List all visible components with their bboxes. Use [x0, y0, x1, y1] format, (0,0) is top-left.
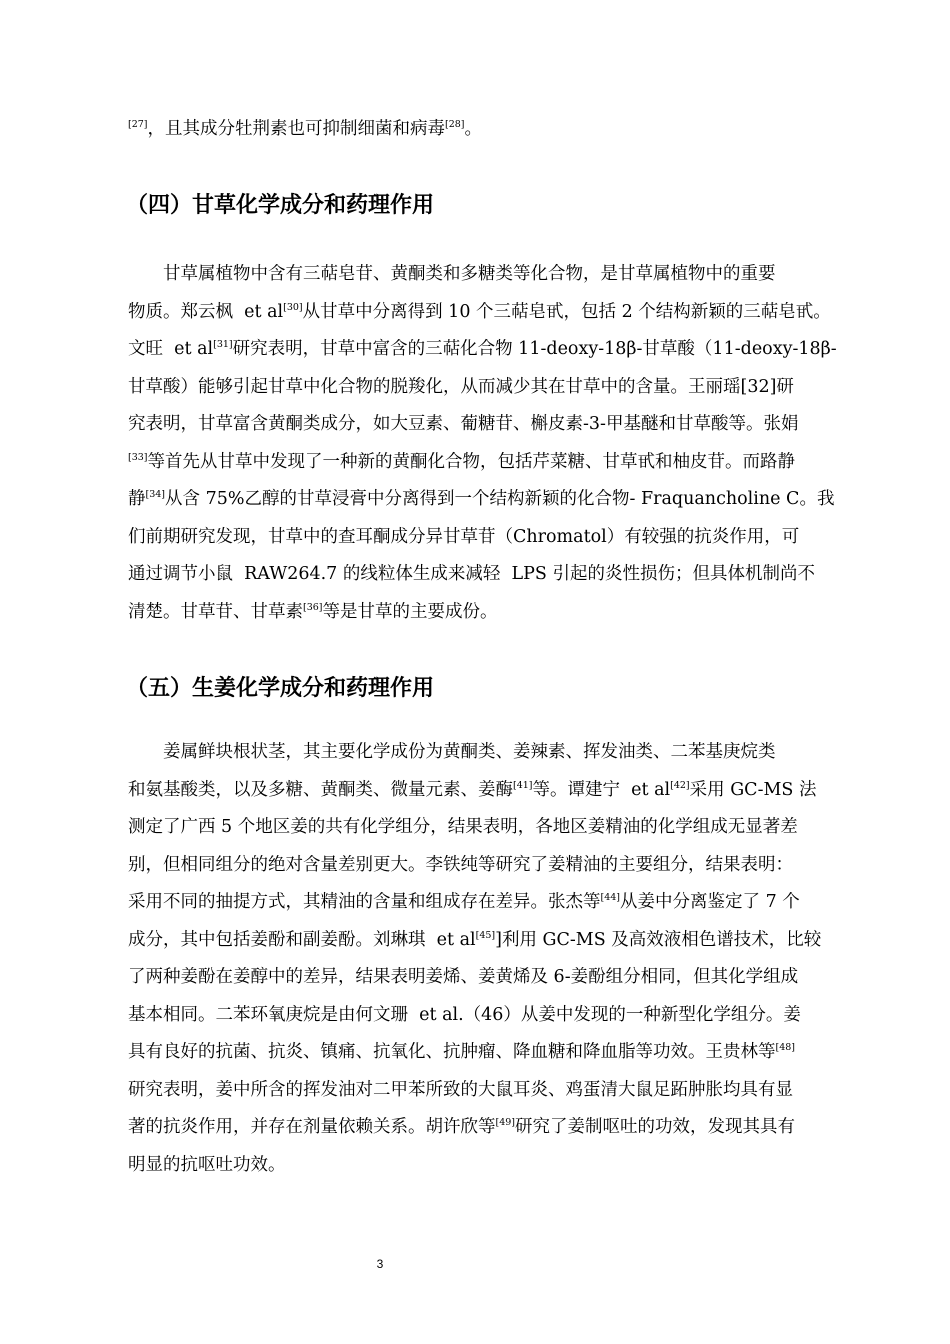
paragraph-line — [128, 853, 793, 877]
line-text: 等首先从甘草中发现了一种新的黄酮化合物，包括芹菜糖、甘草甙和柚皮苷。而路静 — [147, 451, 796, 472]
citation-superscript: [30] — [283, 301, 303, 313]
citation-superscript: [33] — [128, 451, 148, 463]
paragraph-line — [163, 740, 776, 764]
line-text: 基本相同。二苯环氧庚烷是由何文珊 et al.（46）从姜中发现的一种新型化学组分。姜 — [128, 1004, 801, 1025]
line-text: 物质。郑云枫 et al — [128, 301, 284, 322]
line-text: 甘草属植物中含有三萜皂苷、黄酮类和多糖类等化合物，是甘草属植物中的重要 — [163, 264, 776, 284]
paragraph-line — [128, 1078, 793, 1102]
line-text: 了两种姜酚在姜醇中的差异，结果表明姜烯、姜黄烯及 6-姜酚组分相同，但其化学组成 — [128, 967, 799, 987]
paragraph-line — [128, 300, 831, 324]
paragraph-line — [128, 815, 798, 839]
section-heading-ginger: （五）生姜化学成分和药理作用 — [126, 676, 435, 701]
paragraph-line — [128, 1115, 795, 1139]
line-text: 从含 75%乙醇的甘草浸膏中分离得到一个结构新颖的化合物- Fraquancholine C。我 — [165, 489, 835, 509]
line-text: 通过调节小鼠 RAW264.7 的线粒体生成来减轻 LPS 引起的炎性损伤；但具体机制尚不 — [128, 564, 815, 584]
line-text: 具有良好的抗菌、抗炎、镇痛、抗氧化、抗肿瘤、降血糖和降血脂等功效。王贵林等 — [128, 1042, 776, 1062]
line-text: 明显的抗呕吐功效。 — [128, 1154, 286, 1175]
line-text: 静 — [128, 489, 146, 509]
citation-superscript: [48] — [775, 1042, 796, 1053]
line-text: 成分，其中包括姜酚和副姜酚。刘琳琪 et al — [128, 929, 476, 950]
line-text: 。 — [464, 119, 483, 139]
paragraph-line — [128, 778, 816, 802]
citation-superscript: [34] — [145, 489, 166, 500]
paragraph-line — [128, 117, 482, 141]
paragraph-line — [128, 600, 498, 624]
line-text: 文旺 et al — [128, 339, 214, 359]
citation-superscript: [27] — [128, 119, 148, 130]
line-text: 清楚。甘草苷、甘草素 — [128, 601, 303, 622]
line-text: 别，但相同组分的绝对含量差别更大。李铁纯等研究了姜精油的主要组分，结果表明： — [128, 854, 793, 875]
line-text: 测定了广西 5 个地区姜的共有化学组分，结果表明，各地区姜精油的化学组成无显著差 — [128, 817, 798, 837]
paragraph-line — [128, 1040, 795, 1064]
line-text: 著的抗炎作用，并存在剂量依赖关系。胡许欣等 — [128, 1117, 496, 1137]
citation-superscript: [36] — [303, 601, 323, 613]
paragraph-line — [128, 525, 799, 549]
line-text: 们前期研究发现，甘草中的查耳酮成分异甘草苷（Chromatol）有较强的抗炎作用，可 — [128, 526, 800, 547]
paragraph-line — [128, 337, 837, 361]
page-number: 3 — [376, 1257, 384, 1271]
citation-superscript: [45] — [475, 929, 496, 941]
line-text: 研究表明，甘草中富含的三萜化合物 11-deoxy-18β-甘草酸（11-deoxy-18β- — [232, 339, 837, 359]
paragraph-line — [128, 928, 821, 952]
line-text: 研究了姜制呕吐的功效，发现其具有 — [515, 1117, 796, 1137]
line-text: 和氨基酸类，以及多糖、黄酮类、微量元素、姜酶 — [128, 779, 513, 800]
citation-superscript: [49] — [495, 1117, 516, 1128]
paragraph-line — [128, 450, 795, 474]
citation-superscript: [31] — [213, 339, 233, 350]
line-text: 甘草酸）能够引起甘草中化合物的脱羧化，从而减少其在甘草中的含量。王丽瑶[32]研 — [128, 376, 794, 397]
line-text: 研究表明，姜中所含的挥发油对二甲苯所致的大鼠耳炎、鸡蛋清大鼠足跖肿胀均具有显 — [128, 1079, 793, 1100]
citation-superscript: [44] — [600, 892, 621, 903]
line-text: ]利用 GC-MS 及高效液相色谱技术，比较 — [495, 929, 822, 950]
paragraph-line — [128, 965, 798, 989]
line-text: 采用不同的抽提方式，其精油的含量和组成存在差异。张杰等 — [128, 892, 601, 912]
citation-superscript: [41] — [513, 779, 533, 791]
paragraph-line — [128, 412, 798, 436]
line-text: 从甘草中分离得到 10 个三萜皂甙，包括 2 个结构新颖的三萜皂甙。 — [302, 301, 831, 322]
line-text: ，且其成分牡荆素也可抑制细菌和病毒 — [147, 119, 446, 139]
line-text: 等是甘草的主要成份。 — [322, 601, 498, 622]
line-text: 从姜中分离鉴定了 7 个 — [620, 892, 800, 912]
citation-superscript: [42] — [670, 779, 690, 791]
paragraph-line — [128, 375, 794, 399]
paragraph-line — [128, 1153, 286, 1177]
paragraph-line — [128, 1003, 801, 1027]
paragraph-line — [128, 487, 834, 511]
paragraph-line — [163, 262, 776, 286]
line-text: 究表明，甘草富含黄酮类成分，如大豆素、葡糖苷、槲皮素-3-甲基醚和甘草酸等。张娟 — [128, 414, 799, 434]
section-heading-licorice: （四）甘草化学成分和药理作用 — [126, 193, 435, 218]
line-text: 采用 GC-MS 法 — [689, 779, 817, 800]
line-text: 等。谭建宁 et al — [532, 779, 671, 800]
line-text: 姜属鲜块根状茎，其主要化学成份为黄酮类、姜辣素、挥发油类、二苯基庚烷类 — [163, 742, 776, 762]
paragraph-line — [128, 890, 800, 914]
citation-superscript: [28] — [445, 119, 465, 130]
paragraph-line — [128, 562, 815, 586]
